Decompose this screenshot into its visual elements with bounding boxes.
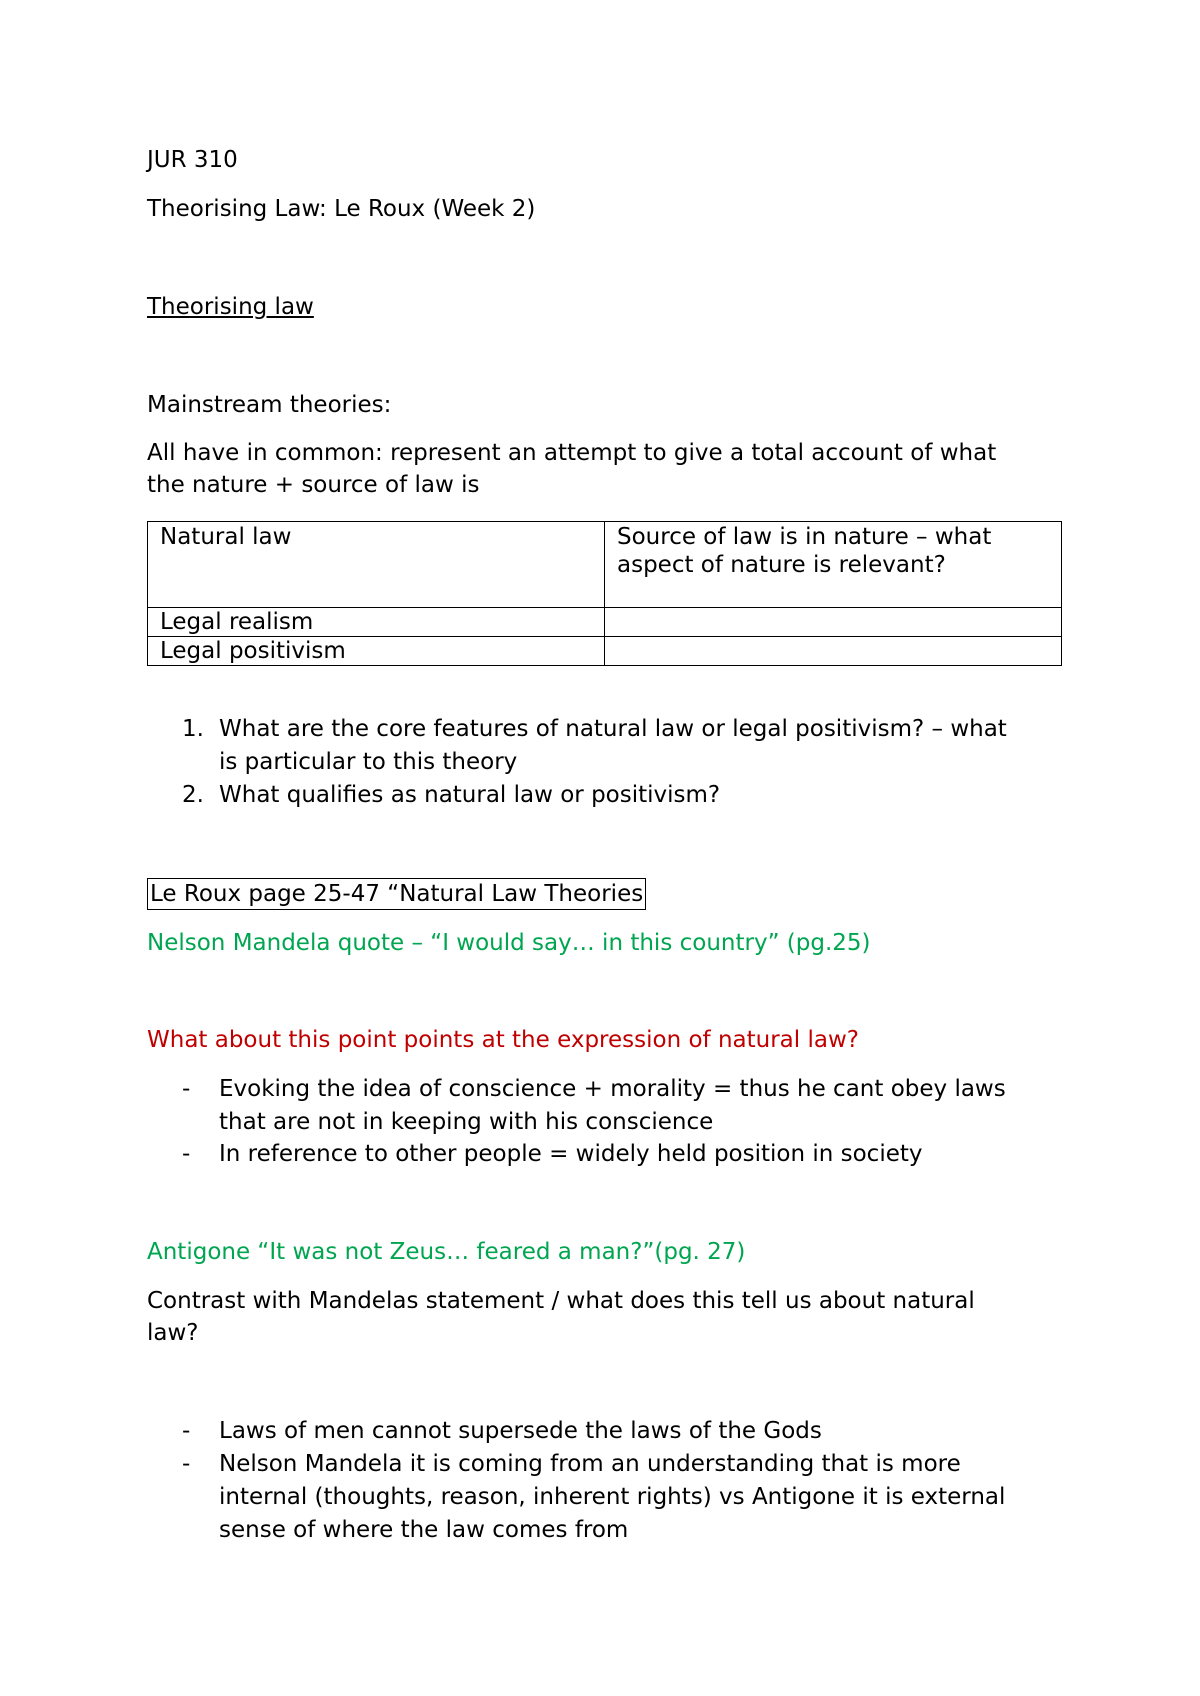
reading-title-box: Le Roux page 25-47 “Natural Law Theories	[147, 878, 646, 910]
bullet-dash: -	[182, 1418, 191, 1444]
list-item-text	[219, 1073, 1064, 1139]
list-item-line: Nelson Mandela it is coming from an understanding that is more	[219, 1451, 961, 1477]
list-item-line: In reference to other people = widely held position in society	[219, 1141, 923, 1167]
theory-note-line: aspect of nature is relevant?	[617, 552, 946, 578]
list-number: 1.	[182, 716, 204, 742]
list-item-text	[219, 779, 1064, 812]
common-line-2: the nature + source of law is	[147, 472, 480, 498]
contrast-line-2: law?	[147, 1320, 199, 1346]
bullet-dash: -	[182, 1076, 191, 1102]
bullet-list-item	[147, 1415, 1067, 1448]
list-item-line: Laws of men cannot supersede the laws of the Gods	[219, 1418, 822, 1444]
bullet-dash: -	[182, 1451, 191, 1477]
mainstream-label: Mainstream theories:	[147, 392, 392, 418]
document-subtitle: Theorising Law: Le Roux (Week 2)	[147, 196, 536, 222]
natural-law-question: What about this point points at the expression of natural law?	[147, 1027, 859, 1053]
list-item-line: is particular to this theory	[219, 749, 518, 775]
theory-note-line: Source of law is in nature – what	[617, 524, 992, 550]
theory-cell: Legal positivism	[148, 637, 605, 666]
list-item-line: What are the core features of natural law or legal positivism? – what	[219, 716, 1007, 742]
contrast-line-1: Contrast with Mandelas statement / what does this tell us about natural	[147, 1288, 975, 1314]
bullet-list-item	[147, 1073, 1067, 1139]
reading-title-line	[147, 878, 646, 911]
table-row	[148, 522, 1062, 608]
list-item-line: What qualifies as natural law or positivism?	[219, 782, 721, 808]
course-code: JUR 310	[147, 147, 238, 173]
theory-cell: Legal realism	[148, 608, 605, 637]
numbered-list-item	[147, 779, 1067, 812]
bullet-list-item	[147, 1448, 1067, 1547]
theory-note-cell	[605, 608, 1062, 637]
section-heading: Theorising law	[147, 294, 314, 320]
theories-table	[147, 521, 1062, 666]
list-number: 2.	[182, 782, 204, 808]
list-item-line: that are not in keeping with his conscience	[219, 1109, 714, 1135]
bullet-list-item	[147, 1138, 1067, 1171]
list-item-line: Evoking the idea of conscience + morality = thus he cant obey laws	[219, 1076, 1006, 1102]
common-line-1: All have in common: represent an attempt to give a total account of what	[147, 440, 997, 466]
theory-note-cell	[605, 637, 1062, 666]
list-item-text	[219, 713, 1064, 779]
table-row	[148, 608, 1062, 637]
list-item-line: internal (thoughts, reason, inherent rights) vs Antigone it is external	[219, 1484, 1006, 1510]
antigone-quote: Antigone “It was not Zeus… feared a man?”(pg. 27)	[147, 1239, 746, 1265]
theory-cell: Natural law	[148, 522, 605, 608]
theory-note-cell	[605, 522, 1062, 608]
table-row	[148, 637, 1062, 666]
bullet-dash: -	[182, 1141, 191, 1167]
list-item-line: sense of where the law comes from	[219, 1517, 629, 1543]
list-item-text	[219, 1448, 1064, 1547]
numbered-list-item	[147, 713, 1067, 779]
list-item-text	[219, 1138, 1064, 1171]
mandela-quote: Nelson Mandela quote – “I would say… in this country” (pg.25)	[147, 930, 871, 956]
list-item-text	[219, 1415, 1064, 1448]
